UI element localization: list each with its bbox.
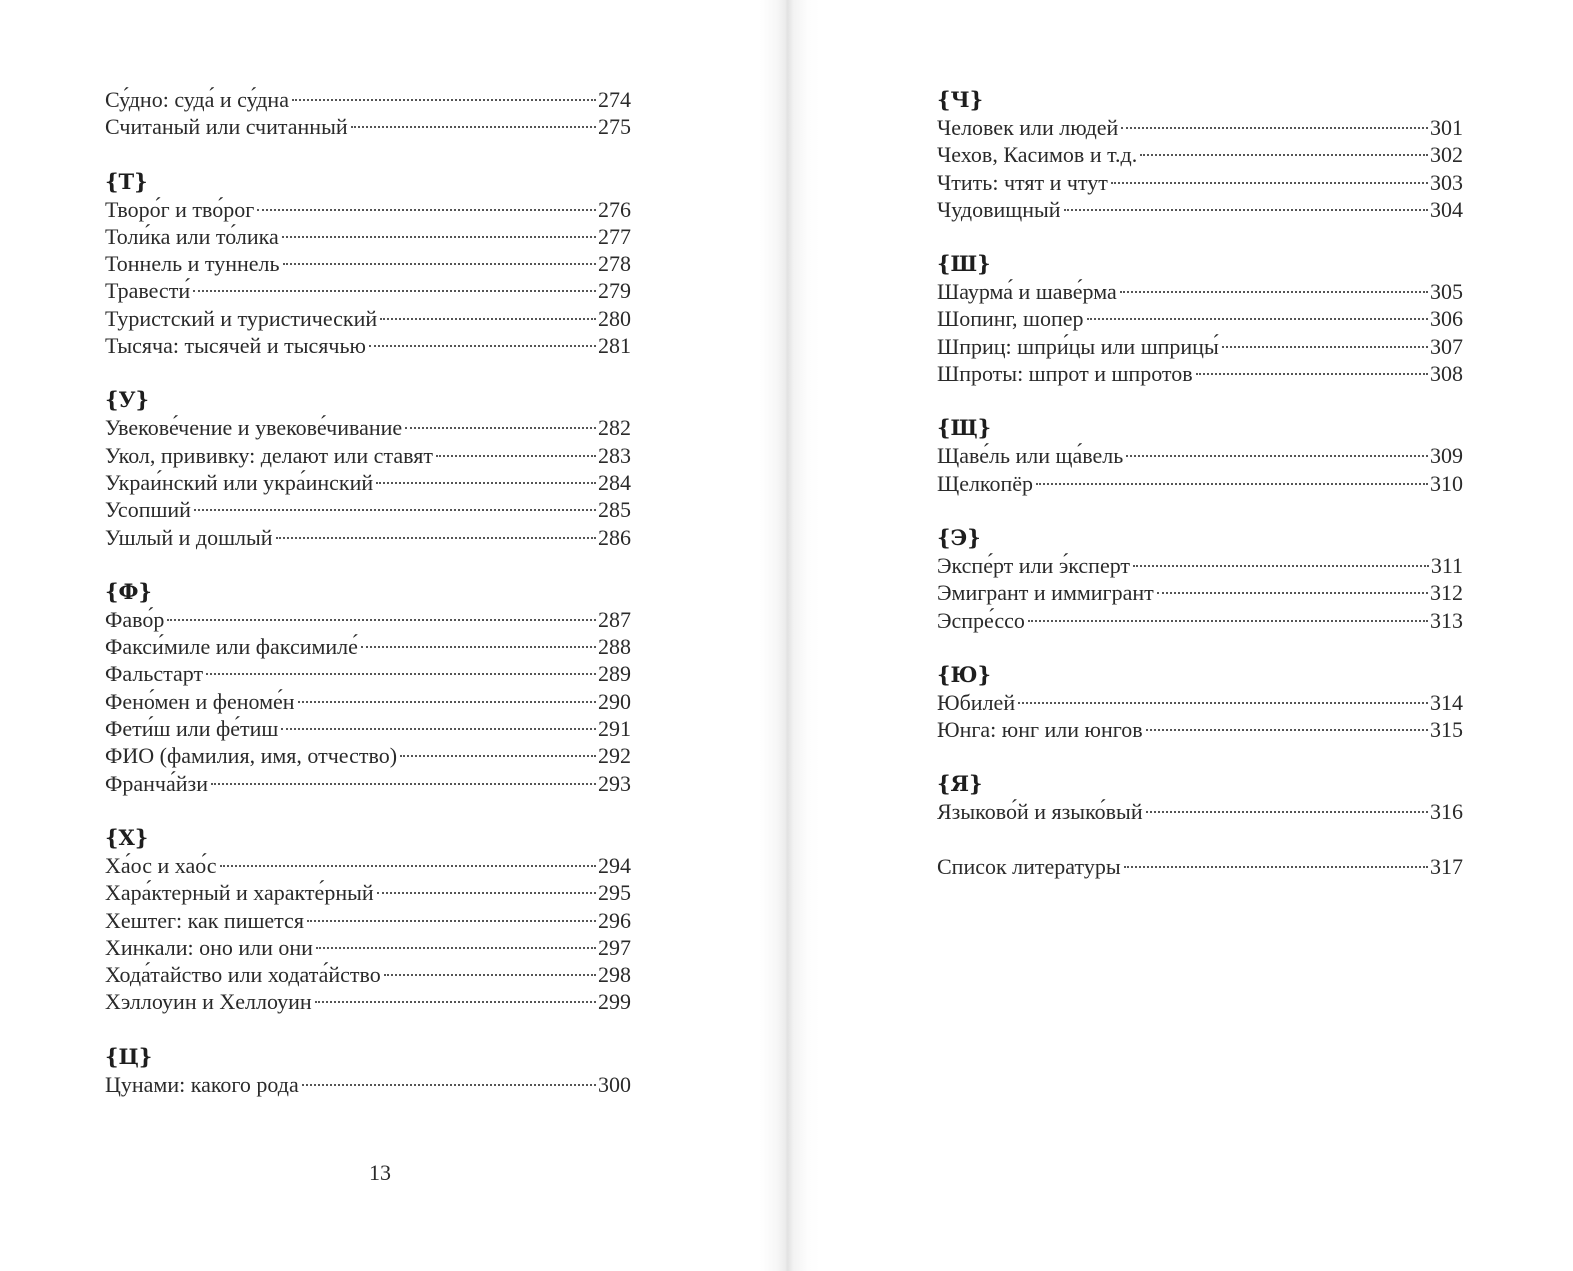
dot-leader [315,1001,596,1003]
toc-entry-title: Языково́й и языко́вый [937,799,1143,825]
section-letter-heading: {Э} [937,524,981,550]
toc-entry [937,333,1463,360]
section-letter-heading: {Ю} [937,661,992,687]
toc-entry [937,278,1463,305]
toc-entry-title: Усопший [105,497,191,523]
dot-leader [167,619,596,621]
toc-entry-page: 283 [598,442,631,468]
toc-entry [105,633,631,660]
toc-entry-page: 303 [1430,169,1463,195]
section-letter-heading: {Ч} [937,87,984,112]
toc-entry-page: 282 [598,415,631,441]
toc-entry [937,114,1463,141]
dot-leader [1140,154,1428,156]
toc-entry-page: 310 [1430,470,1463,496]
toc-entry-title: Увекове́чение и увекове́чивание [105,415,403,441]
toc-entry [105,770,631,797]
toc-entry [105,1071,631,1098]
dot-leader [257,209,596,211]
dot-leader [1133,565,1429,567]
toc-entry-title: Юбилей [937,689,1016,715]
left-page-toc [105,86,631,1125]
toc-section [105,1043,631,1098]
dot-leader [1222,346,1428,348]
toc-entry-page: 298 [598,962,631,988]
toc-entry-title: Толи́ка или то́лика [105,223,279,249]
dot-leader [194,509,596,511]
toc-entry [105,742,631,769]
toc-entry-title: Хэллоуин и Хеллоуин [105,989,312,1015]
toc-entry-page: 289 [598,661,631,687]
toc-entry-page: 281 [598,333,631,359]
toc-entry [105,469,631,496]
toc-entry-page: 277 [598,223,631,249]
dot-leader [361,646,596,648]
dot-leader [1196,373,1428,375]
toc-entry-title: Фено́мен и феноме́н [105,688,295,714]
section-letter-heading: {Щ} [937,415,992,441]
dot-leader [276,537,596,539]
dot-leader [1064,209,1428,211]
dot-leader [283,263,596,265]
toc-entry-title: Хештег: как пишется [105,907,304,933]
toc-entry-page: 306 [1430,306,1463,332]
dot-leader [1126,455,1428,457]
dot-leader [1111,182,1428,184]
dot-leader [1028,620,1428,622]
dot-leader [377,892,596,894]
toc-section [937,414,1463,497]
toc-entry-page: 275 [598,114,631,140]
toc-section [105,386,631,550]
toc-entry-page: 314 [1430,689,1463,715]
toc-entry-page: 304 [1430,196,1463,222]
dot-leader [282,236,596,238]
toc-entry-title: Чехов, Касимов и т.д. [937,142,1138,168]
toc-section [105,578,631,797]
dot-leader [384,974,596,976]
dot-leader [436,455,596,457]
toc-entry [105,305,631,332]
toc-entry-title: Шпроты: шпрот и шпротов [937,361,1193,387]
toc-entry-title: Ушлый и дошлый [105,524,273,550]
toc-entry [105,688,631,715]
toc-entry-page: 288 [598,634,631,660]
toc-entry-title: Чтить: чтят и чтут [937,169,1108,195]
toc-entry [105,496,631,523]
toc-entry-title: Су́дно: суда́ и су́дна [105,87,289,112]
dot-leader [1121,127,1428,129]
dot-leader [1124,866,1428,868]
toc-entry [105,524,631,551]
toc-entry-page: 302 [1430,142,1463,168]
toc-entry-page: 300 [598,1071,631,1097]
toc-entry [937,552,1463,579]
toc-entry-title: Хода́тайство или ходата́йство [105,962,381,988]
toc-entry [937,579,1463,606]
toc-entry-page: 316 [1430,799,1463,825]
dot-leader [281,728,596,730]
toc-entry-title: Хара́ктерный и характе́рный [105,880,374,906]
dot-leader [405,427,596,429]
toc-section [105,168,631,360]
page-number: 13 [369,1160,391,1185]
toc-entry-title: Тоннель и туннель [105,251,280,277]
toc-entry-page: 315 [1430,717,1463,743]
toc-entry-page: 294 [598,852,631,878]
toc-entry-page: 276 [598,196,631,222]
toc-entry-title: Эмигрант и иммигрант [937,580,1154,606]
dot-leader [1087,318,1428,320]
dot-leader [298,701,596,703]
toc-entry [937,169,1463,196]
toc-entry [105,988,631,1015]
dot-leader [376,482,596,484]
section-letter-heading: {Т} [105,168,148,194]
toc-entry-title: Шопинг, шопер [937,306,1084,332]
toc-entry [105,250,631,277]
toc-entry [105,86,631,113]
toc-entry-title: Травести́ [105,278,191,304]
toc-entry [937,360,1463,387]
dot-leader [1036,483,1428,485]
toc-entry-page: 312 [1430,580,1463,606]
toc-entry [937,689,1463,716]
toc-entry-title: Шприц: шпри́цы или шприцы́ [937,333,1219,359]
dot-leader [220,865,596,867]
toc-entry-page: 309 [1430,443,1463,469]
section-letter-heading: {Ц} [105,1043,153,1069]
toc-section [937,770,1463,825]
toc-entry-page: 311 [1430,552,1463,578]
toc-entry-page: 307 [1430,333,1463,359]
toc-entry-page: 278 [598,251,631,277]
toc-entry-title: Хинкали: оно или они [105,934,313,960]
toc-entry-title: Экспе́рт или э́ксперт [937,552,1131,578]
toc-entry [937,442,1463,469]
toc-entry-title: Цунами: какого рода [105,1071,299,1097]
toc-entry-title: Фальстарт [105,661,204,687]
toc-entry [105,879,631,906]
toc-entry-title: Щаве́ль или ща́вель [937,443,1124,469]
dot-leader [380,318,596,320]
toc-section [937,661,1463,744]
toc-section [937,250,1463,387]
toc-entry [105,196,631,223]
toc-entry-page: 295 [598,880,631,906]
toc-section [937,853,1463,880]
toc-entry-page: 286 [598,524,631,550]
toc-entry [105,660,631,687]
dot-leader [400,755,596,757]
toc-entry-page: 313 [1430,607,1463,633]
toc-entry [105,332,631,359]
section-letter-heading: {Ф} [105,578,152,604]
toc-section [937,524,1463,634]
section-letter-heading: {Я} [937,771,983,797]
toc-entry [105,715,631,742]
toc-entry [937,798,1463,825]
toc-entry-title: Человек или людей [937,115,1119,140]
toc-entry-page: 296 [598,907,631,933]
toc-section [937,86,1463,223]
toc-entry-title: Эспре́ссо [937,607,1025,633]
toc-entry-page: 280 [598,305,631,331]
toc-entry-title: Шаурма́ и шаве́рма [937,279,1117,305]
toc-entry-title: ФИО (фамилия, имя, отчество) [105,743,398,769]
toc-entry-page: 299 [598,989,631,1015]
toc-entry [105,606,631,633]
toc-entry-page: 279 [598,278,631,304]
section-letter-heading: {Х} [105,824,149,850]
toc-entry-page: 292 [598,743,631,769]
toc-entry [105,223,631,250]
dot-leader [193,290,596,292]
toc-entry [937,607,1463,634]
toc-entry-page: 290 [598,688,631,714]
dot-leader [1120,291,1428,293]
toc-entry-title: Укол, прививку: делают или ставят [105,442,433,468]
toc-entry-page: 274 [598,87,631,112]
toc-entry [105,414,631,441]
toc-entry-page: 291 [598,716,631,742]
dot-leader [211,783,596,785]
dot-leader [351,126,596,128]
toc-entry-title: Туристский и туристический [105,305,378,331]
dot-leader [1018,702,1428,704]
toc-entry-title: Франча́йзи [105,770,208,796]
toc-entry-page: 301 [1430,115,1463,140]
toc-entry [105,442,631,469]
toc-entry [105,852,631,879]
dot-leader [302,1084,596,1086]
toc-entry-title: Фаво́р [105,606,165,632]
toc-entry-page: 308 [1430,361,1463,387]
toc-entry-title: Щелкопёр [937,470,1034,496]
toc-entry [105,277,631,304]
dot-leader [292,99,596,101]
toc-entry-page: 317 [1430,853,1463,879]
toc-entry-page: 297 [598,934,631,960]
toc-entry-title: Юнга: юнг или юнгов [937,717,1143,743]
toc-entry [937,716,1463,743]
toc-entry-page: 293 [598,770,631,796]
toc-entry [937,305,1463,332]
toc-section [105,824,631,1016]
toc-entry-page: 285 [598,497,631,523]
toc-entry [105,907,631,934]
toc-entry [937,470,1463,497]
right-page-toc [937,86,1463,907]
toc-entry-page: 305 [1430,279,1463,305]
book-gutter [760,0,820,1271]
toc-entry [105,961,631,988]
toc-entry-page: 284 [598,469,631,495]
toc-entry-title: Тысяча: тысячей и тысячью [105,333,366,359]
dot-leader [1146,729,1428,731]
toc-entry-title: Ха́ос и хао́с [105,852,217,878]
toc-entry-title: Чудовищный [937,196,1061,222]
toc-entry-title: Факси́миле или факсимиле́ [105,634,358,660]
dot-leader [369,345,596,347]
section-letter-heading: {Ш} [937,251,991,277]
toc-entry [937,853,1463,880]
toc-entry-title: Украи́нский или укра́инский [105,469,374,495]
toc-entry [937,196,1463,223]
toc-entry-title: Фети́ш или фе́тиш [105,716,279,742]
dot-leader [307,920,596,922]
toc-entry [105,934,631,961]
toc-entry-title: Считаный или считанный [105,114,348,140]
dot-leader [1146,811,1428,813]
toc-entry [105,113,631,140]
toc-entry-title: Творо́г и тво́рог [105,196,255,222]
toc-entry-title: Список литературы [937,853,1121,879]
toc-entry-page: 287 [598,606,631,632]
section-letter-heading: {У} [105,387,150,413]
dot-leader [316,947,596,949]
toc-entry [937,141,1463,168]
toc-section [105,86,631,141]
dot-leader [1157,592,1428,594]
dot-leader [206,673,596,675]
